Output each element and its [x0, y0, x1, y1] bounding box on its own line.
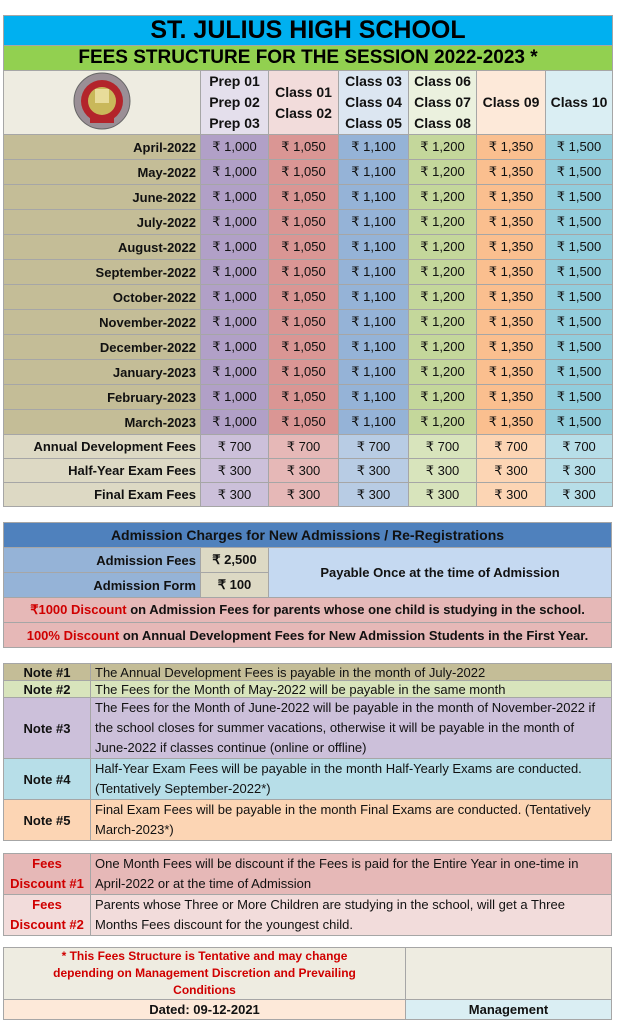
discount-label-line: Fees [32, 897, 62, 912]
fee-cell: ₹ 1,050 [269, 285, 339, 310]
note-row [4, 681, 612, 698]
column-header-line: Class 09 [482, 94, 540, 110]
month-label: November-2022 [4, 310, 201, 335]
column-header-line: Class 07 [414, 94, 471, 110]
fee-cell: ₹ 1,350 [477, 285, 546, 310]
fee-cell: ₹ 700 [201, 435, 269, 459]
fee-cell: ₹ 300 [201, 459, 269, 483]
admission-fees-value: ₹ 2,500 [201, 548, 269, 573]
discount-highlight: 100% Discount [26, 627, 120, 643]
month-row [4, 210, 613, 235]
admission-discount-1 [4, 598, 612, 623]
fee-cell: ₹ 300 [546, 483, 613, 507]
fee-cell: ₹ 1,200 [409, 160, 477, 185]
fee-cell: ₹ 1,100 [339, 410, 409, 435]
fee-cell: ₹ 1,000 [201, 235, 269, 260]
discount-text: on Admission Fees for parents whose one child is studying in the school. [126, 602, 585, 617]
fee-label: Annual Development Fees [4, 435, 201, 459]
fee-cell: ₹ 300 [269, 483, 339, 507]
fee-cell: ₹ 1,500 [546, 185, 613, 210]
fee-label: Final Exam Fees [4, 483, 201, 507]
admission-header: Admission Charges for New Admissions / Re-Registrations [4, 523, 612, 548]
fee-cell: ₹ 1,100 [339, 185, 409, 210]
note-row [4, 664, 612, 681]
fee-cell: ₹ 1,100 [339, 285, 409, 310]
dated: Dated: 09-12-2021 [4, 1000, 406, 1020]
fee-cell: ₹ 300 [409, 459, 477, 483]
note-text: Half-Year Exam Fees will be payable in the month Half-Yearly Exams are conducted. (Tentatively September-2022*) [91, 759, 612, 800]
fee-cell: ₹ 1,200 [409, 210, 477, 235]
fee-cell: ₹ 1,000 [201, 135, 269, 160]
month-row [4, 135, 613, 160]
fee-cell: ₹ 700 [269, 435, 339, 459]
discount-text: One Month Fees will be discount if the Fees is paid for the Entire Year in one-time in April-2022 or at the time of Admission [91, 854, 612, 895]
column-header-line: Class 01 [275, 83, 332, 100]
fee-cell: ₹ 1,000 [201, 360, 269, 385]
fee-cell: ₹ 1,350 [477, 335, 546, 360]
column-header [409, 71, 477, 135]
fee-cell: ₹ 300 [339, 483, 409, 507]
fee-cell: ₹ 1,100 [339, 235, 409, 260]
discount-label-line: Discount #1 [10, 876, 84, 891]
fees-discount-table [3, 853, 612, 936]
fee-cell: ₹ 1,500 [546, 335, 613, 360]
month-row [4, 335, 613, 360]
fee-cell: ₹ 1,050 [269, 385, 339, 410]
fee-cell: ₹ 1,100 [339, 385, 409, 410]
column-header [546, 71, 613, 135]
admission-form-value: ₹ 100 [201, 573, 269, 598]
note-row [4, 698, 612, 759]
note-label: Note #5 [4, 800, 91, 841]
month-label: December-2022 [4, 335, 201, 360]
fee-cell: ₹ 1,200 [409, 285, 477, 310]
fee-cell: ₹ 1,200 [409, 310, 477, 335]
extra-fee-row [4, 435, 613, 459]
discount-label [4, 854, 91, 895]
fee-cell: ₹ 1,500 [546, 285, 613, 310]
fee-cell: ₹ 300 [477, 483, 546, 507]
discount-text: on Annual Development Fees for New Admission Students in the First Year. [119, 627, 589, 643]
column-header-line: Class 02 [275, 104, 332, 121]
discount-text: Parents whose Three or More Children are studying in the school, will get a Three Months Fees discount for the youngest child. [91, 895, 612, 936]
month-row [4, 385, 613, 410]
extra-fee-row [4, 483, 613, 507]
fee-cell: ₹ 1,100 [339, 360, 409, 385]
fee-cell: ₹ 700 [546, 435, 613, 459]
fee-cell: ₹ 1,350 [477, 385, 546, 410]
extra-fee-row [4, 459, 613, 483]
admission-discount-2 [4, 623, 612, 648]
signature-space [406, 948, 612, 1000]
fees-table [3, 15, 613, 507]
column-header-line: Class 03 [345, 73, 402, 89]
fee-cell: ₹ 1,100 [339, 210, 409, 235]
note-label: Note #3 [4, 698, 91, 759]
fee-cell: ₹ 1,000 [201, 210, 269, 235]
fee-cell: ₹ 1,500 [546, 160, 613, 185]
month-row [4, 310, 613, 335]
month-row [4, 285, 613, 310]
fee-cell: ₹ 1,050 [269, 185, 339, 210]
fee-cell: ₹ 1,200 [409, 185, 477, 210]
fee-cell: ₹ 700 [409, 435, 477, 459]
fee-cell: ₹ 1,500 [546, 210, 613, 235]
discount-label-line: Discount #2 [10, 917, 84, 932]
note-label: Note #1 [4, 664, 91, 681]
discount-label [4, 895, 91, 936]
month-row [4, 360, 613, 385]
fees-discount-row [4, 895, 612, 936]
logo-cell [4, 71, 201, 135]
fee-cell: ₹ 1,200 [409, 410, 477, 435]
fee-cell: ₹ 1,050 [269, 335, 339, 360]
fee-cell: ₹ 1,000 [201, 310, 269, 335]
fee-cell: ₹ 1,050 [269, 235, 339, 260]
column-header [269, 71, 339, 135]
column-header [339, 71, 409, 135]
note-text: Final Exam Fees will be payable in the month Final Exams are conducted. (Tentatively March-2023*) [91, 800, 612, 841]
fee-cell: ₹ 300 [269, 459, 339, 483]
admission-fees-label: Admission Fees [4, 548, 201, 573]
column-header-line: Prep 02 [209, 94, 260, 110]
fee-cell: ₹ 1,350 [477, 160, 546, 185]
management-label: Management [406, 1000, 612, 1020]
admission-table [3, 522, 612, 648]
fee-cell: ₹ 1,500 [546, 260, 613, 285]
column-header-line: Prep 03 [209, 115, 260, 131]
fee-cell: ₹ 1,350 [477, 310, 546, 335]
fee-cell: ₹ 300 [477, 459, 546, 483]
fee-cell: ₹ 300 [339, 459, 409, 483]
month-label: June-2022 [4, 185, 201, 210]
fee-cell: ₹ 1,000 [201, 185, 269, 210]
discount-label-line: Fees [32, 856, 62, 871]
month-label: August-2022 [4, 235, 201, 260]
fee-cell: ₹ 1,350 [477, 210, 546, 235]
notes-table [3, 663, 612, 841]
fee-cell: ₹ 1,200 [409, 385, 477, 410]
fee-cell: ₹ 1,000 [201, 410, 269, 435]
column-header-line: Class 08 [414, 115, 471, 131]
fee-cell: ₹ 1,100 [339, 260, 409, 285]
note-label: Note #2 [4, 681, 91, 698]
column-header-line: Class 04 [345, 94, 402, 110]
fee-cell: ₹ 700 [477, 435, 546, 459]
column-header-line: Class 05 [345, 115, 402, 131]
fee-cell: ₹ 1,350 [477, 260, 546, 285]
fee-cell: ₹ 300 [409, 483, 477, 507]
fee-cell: ₹ 1,000 [201, 160, 269, 185]
fee-cell: ₹ 1,050 [269, 135, 339, 160]
fee-cell: ₹ 1,050 [269, 310, 339, 335]
note-row [4, 800, 612, 841]
month-row [4, 185, 613, 210]
month-label: October-2022 [4, 285, 201, 310]
column-header [477, 71, 546, 135]
month-row [4, 410, 613, 435]
fee-cell: ₹ 1,000 [201, 385, 269, 410]
fee-cell: ₹ 1,200 [409, 335, 477, 360]
fee-cell: ₹ 1,350 [477, 410, 546, 435]
month-label: September-2022 [4, 260, 201, 285]
school-logo-icon [70, 71, 134, 131]
fee-cell: ₹ 1,350 [477, 235, 546, 260]
school-title: ST. JULIUS HIGH SCHOOL [4, 16, 613, 46]
fee-cell: ₹ 1,500 [546, 310, 613, 335]
fee-cell: ₹ 1,050 [269, 410, 339, 435]
fee-cell: ₹ 1,050 [269, 360, 339, 385]
fee-cell: ₹ 1,500 [546, 410, 613, 435]
column-header [201, 71, 269, 135]
month-label: May-2022 [4, 160, 201, 185]
fee-cell: ₹ 300 [201, 483, 269, 507]
fee-cell: ₹ 1,050 [269, 160, 339, 185]
month-label: July-2022 [4, 210, 201, 235]
fee-cell: ₹ 1,350 [477, 135, 546, 160]
note-text: The Fees for the Month of June-2022 will be payable in the month of November-2022 if the school closes for summer vacations, otherwise it will be payable in the month of June-2022 if classes continue (online or offline) [91, 698, 612, 759]
note-text: The Annual Development Fees is payable in the month of July-2022 [91, 664, 612, 681]
fee-cell: ₹ 300 [546, 459, 613, 483]
fees-discount-row [4, 854, 612, 895]
fee-cell: ₹ 1,500 [546, 385, 613, 410]
fee-cell: ₹ 1,100 [339, 335, 409, 360]
fee-cell: ₹ 1,100 [339, 310, 409, 335]
column-header-line: Class 06 [414, 73, 471, 89]
note-row [4, 759, 612, 800]
fee-cell: ₹ 1,200 [409, 135, 477, 160]
fee-cell: ₹ 1,000 [201, 335, 269, 360]
fee-cell: ₹ 700 [339, 435, 409, 459]
fee-cell: ₹ 1,200 [409, 360, 477, 385]
footer-table [3, 947, 612, 1020]
disclaimer: * This Fees Structure is Tentative and may change depending on Management Discretion and Prevailing Conditions [4, 948, 406, 1000]
column-header-line: Prep 01 [209, 73, 260, 89]
month-row [4, 260, 613, 285]
note-label: Note #4 [4, 759, 91, 800]
admission-form-label: Admission Form [4, 573, 201, 598]
fee-cell: ₹ 1,500 [546, 235, 613, 260]
note-text: The Fees for the Month of May-2022 will be payable in the same month [91, 681, 612, 698]
fee-cell: ₹ 1,100 [339, 160, 409, 185]
fee-cell: ₹ 1,100 [339, 135, 409, 160]
fee-cell: ₹ 1,050 [269, 210, 339, 235]
fee-label: Half-Year Exam Fees [4, 459, 201, 483]
fee-cell: ₹ 1,350 [477, 360, 546, 385]
session-subtitle: FEES STRUCTURE FOR THE SESSION 2022-2023 * [4, 46, 613, 71]
month-label: March-2023 [4, 410, 201, 435]
month-row [4, 160, 613, 185]
fee-cell: ₹ 1,350 [477, 185, 546, 210]
month-label: February-2023 [4, 385, 201, 410]
discount-highlight: ₹1000 Discount [30, 602, 127, 617]
fee-cell: ₹ 1,500 [546, 360, 613, 385]
fee-cell: ₹ 1,050 [269, 260, 339, 285]
fee-cell: ₹ 1,000 [201, 260, 269, 285]
month-label: January-2023 [4, 360, 201, 385]
fee-cell: ₹ 1,000 [201, 285, 269, 310]
fee-cell: ₹ 1,200 [409, 260, 477, 285]
month-label: April-2022 [4, 135, 201, 160]
column-header-line: Class 10 [550, 94, 608, 110]
fee-cell: ₹ 1,200 [409, 235, 477, 260]
payable-note: Payable Once at the time of Admission [269, 548, 612, 598]
fee-cell: ₹ 1,500 [546, 135, 613, 160]
month-row [4, 235, 613, 260]
